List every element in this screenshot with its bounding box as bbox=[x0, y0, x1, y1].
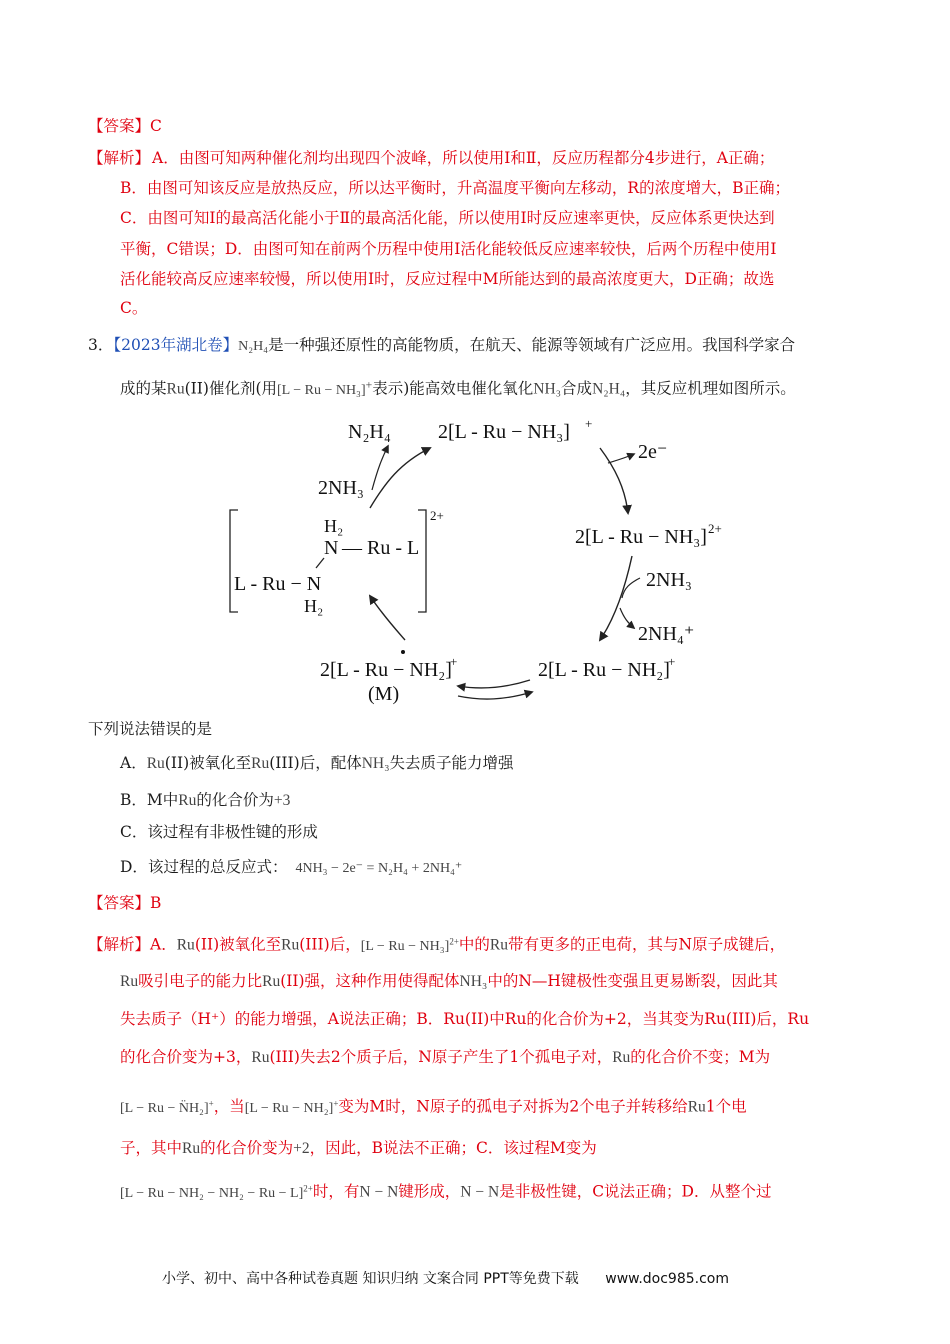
a2-l2c: 中的N—H键极性变强且更易断裂，因此其 bbox=[487, 972, 778, 990]
analysis-1-line-b: B．由图可知该反应是放热反应，所以达平衡时，升高温度平衡向左移动，R的浓度增大，B正确； bbox=[120, 179, 790, 197]
nh4-product-label: 2NH₄⁺ bbox=[638, 623, 695, 645]
a2-l7a: 时，有 bbox=[312, 1182, 360, 1201]
a2-l7c: 是非极性键，C说法正确；D．从整个过 bbox=[499, 1182, 772, 1201]
formula-n2h4: N₂H₄ bbox=[238, 339, 269, 354]
answer-label-2: 【答案】 bbox=[88, 894, 151, 912]
complex-formula: [L − Ru − NH₃]+ bbox=[277, 378, 373, 398]
analysis-2-line-4 bbox=[120, 1046, 770, 1069]
option-b bbox=[120, 789, 290, 812]
a2-l2-nh3: NH₃ bbox=[459, 973, 488, 990]
question-text-1: 是一种强还原性的高能物质，在航天、能源等领域有广泛应用。我国科学家合 bbox=[268, 336, 796, 354]
dimer-ru-l: — Ru - L bbox=[342, 537, 420, 559]
nh3-reactant-label-right: 2NH₃ bbox=[646, 569, 692, 591]
species-m-charge: + bbox=[450, 654, 458, 669]
a2-l6a: 子，其中 bbox=[120, 1139, 183, 1157]
question-text-2b: (II)催化剂(用 bbox=[184, 379, 277, 398]
answer-value: C bbox=[150, 117, 162, 135]
dimer-h2-bottom: H₂ bbox=[304, 596, 324, 616]
option-a-letter: A． bbox=[120, 754, 147, 772]
analysis-2-line-3: 失去质子（H⁺）的能力增强，A说法正确；B．Ru(II)中Ru的化合价为+2，当其变为Ru(III)后，Ru bbox=[120, 1010, 810, 1028]
option-a bbox=[120, 752, 514, 775]
species-top-center-charge: + bbox=[585, 416, 593, 431]
analysis-1-line-e: 活化能较高反应速率较慢，所以使用Ⅰ时，反应过程中M所能达到的最高浓度更大，D正确；故选 bbox=[120, 270, 775, 288]
a2-l7-charge: 2+ bbox=[303, 1183, 313, 1193]
a2-l1c: (III)后， bbox=[299, 935, 361, 954]
a2-l1e: 带有更多的正电荷，其与N原子成键后， bbox=[508, 935, 786, 954]
complex-text: L − Ru − NH₃ bbox=[281, 382, 361, 398]
species-right-top-charge: 2+ bbox=[708, 521, 722, 536]
cycle-arrow-right bbox=[600, 556, 632, 640]
answer-value-2: B bbox=[150, 894, 162, 912]
a2-l5-complex-2: [L − Ru − NH₂]+ bbox=[244, 1098, 339, 1116]
a2-l7-complex-text: L − Ru − NH₂ − NH₂ − Ru − L bbox=[124, 1185, 299, 1201]
question-text-2c: 表示)能高效电催化氧化 bbox=[372, 379, 534, 398]
dimer-h2-top: H₂ bbox=[324, 516, 344, 536]
option-c-letter: C． bbox=[120, 823, 148, 841]
option-b-text-2: 的化合价为 bbox=[196, 791, 274, 809]
a2-l2-ru2: Ru bbox=[262, 973, 281, 990]
footer bbox=[162, 1268, 729, 1288]
option-d-text: 该过程的总反应式： bbox=[147, 858, 288, 876]
species-m: 2[L - Ru − NH₂] bbox=[320, 659, 452, 681]
nh3-uptake-arrow bbox=[622, 578, 640, 598]
a2-l1-complex-text: L − Ru − NH₃ bbox=[365, 938, 445, 954]
a2-l7-nn2: N − N bbox=[460, 1183, 500, 1201]
formula-ru: Ru bbox=[166, 380, 185, 398]
analysis-2-line-2 bbox=[120, 970, 778, 993]
a2-l6b: 的化合价变为 bbox=[200, 1139, 294, 1157]
a2-l7b: 键形成， bbox=[398, 1182, 461, 1201]
dimer-l-ru-n: L - Ru − N bbox=[234, 573, 322, 595]
species-top-center: 2[L - Ru − NH₃] bbox=[438, 421, 570, 443]
a2-l6c: ，因此，B说法不正确；C．该过程M变为 bbox=[309, 1139, 597, 1157]
a2-l1a: A． bbox=[150, 935, 177, 954]
analysis-1-line-d: 平衡，C错误；D．由图可知在前两个历程中使用Ⅰ活化能较低反应速率较快，后两个历程中使用Ⅰ bbox=[120, 240, 777, 258]
question-prompt: 下列说法错误的是 bbox=[88, 720, 213, 738]
a2-l1-charge: 2+ bbox=[449, 936, 459, 946]
option-b-letter: B． bbox=[120, 791, 147, 809]
analysis-1-line-f: C。 bbox=[120, 299, 148, 317]
a2-l5-ru: Ru bbox=[687, 1098, 706, 1116]
a2-l1b: (II)被氧化至 bbox=[194, 935, 282, 954]
option-c-text: 该过程有非极性键的形成 bbox=[147, 823, 318, 841]
a2-l5b: 变为M时，N原子的孤电子对拆为2个电子并转移给 bbox=[338, 1097, 688, 1116]
electron-release-arrow bbox=[608, 454, 634, 463]
analysis-label-2: 【解析】 bbox=[88, 935, 151, 954]
a2-l6-ru: Ru bbox=[182, 1140, 201, 1157]
electrons-label: 2e⁻ bbox=[638, 441, 668, 463]
analysis-label-1: 【解析】 bbox=[88, 149, 151, 167]
a2-l2a: 吸引电子的能力比 bbox=[138, 972, 263, 990]
dimer-bond-n-n bbox=[316, 558, 324, 568]
option-a-text-2: (III)后，配体 bbox=[269, 754, 362, 772]
a2-l4-ru: Ru bbox=[251, 1049, 270, 1066]
analysis-2-line-5 bbox=[120, 1092, 747, 1120]
question-number: 3． bbox=[88, 336, 114, 354]
a2-l2b: (II)强，这种作用使得配体 bbox=[280, 972, 460, 990]
species-right-top: 2[L - Ru − NH₃] bbox=[575, 526, 707, 548]
footer-link[interactable]: www.doc985.com bbox=[605, 1271, 729, 1287]
species-bottom-right-charge: + bbox=[668, 654, 676, 669]
footer-text: 小学、初中、高中各种试卷真题 知识归纳 文案合同 PPT等免费下载 bbox=[162, 1271, 579, 1287]
question-stem-line-1 bbox=[88, 334, 795, 358]
dimer-bracket-left bbox=[230, 510, 238, 612]
n2h4-release-arrow bbox=[372, 446, 388, 490]
analysis-2-line-6 bbox=[120, 1137, 597, 1160]
option-a-ru: Ru bbox=[146, 755, 165, 772]
a2-l1-ru3: Ru bbox=[489, 936, 509, 954]
a2-l7-nn: N − N bbox=[359, 1183, 399, 1201]
question-text-2d: 合成 bbox=[561, 379, 593, 398]
answer-line-2 bbox=[88, 892, 161, 914]
analysis-2-line-7 bbox=[120, 1177, 771, 1205]
equilibrium-arrow-forward bbox=[458, 680, 530, 688]
a2-l1-complex: $[L - Ru - NH_3]^{2+}$ bbox=[360, 936, 459, 954]
nh3-reactant-label-top: 2NH₃ bbox=[318, 477, 364, 499]
complex-charge: + bbox=[365, 378, 373, 391]
species-m-label: (M) bbox=[368, 683, 400, 705]
a2-l4a: 的化合价变为+3， bbox=[120, 1048, 252, 1066]
dimer-bracket-right bbox=[418, 510, 426, 612]
radical-dot bbox=[401, 650, 405, 654]
equilibrium-arrow-reverse bbox=[458, 692, 532, 699]
formula-n2h4-b: N₂H₄ bbox=[592, 380, 626, 398]
option-a-text: (II)被氧化至 bbox=[164, 754, 252, 772]
nh4-release-arrow bbox=[620, 608, 634, 628]
dimer-charge: 2+ bbox=[430, 508, 444, 523]
option-d-equation: 4NH₃ − 2e⁻ = N₂H₄ + 2NH₄⁺ bbox=[295, 861, 463, 876]
option-a-nh3: NH₃ bbox=[361, 755, 390, 772]
formula-nh3: NH₃ bbox=[533, 380, 562, 398]
a2-l5-complex: [L − Ru − N̈H₂]+ bbox=[120, 1098, 214, 1116]
a2-l1-ru2: Ru bbox=[281, 936, 300, 954]
option-d-letter: D． bbox=[120, 858, 148, 876]
question-text-2a: 成的某 bbox=[120, 379, 167, 398]
option-b-text: M中 bbox=[146, 791, 179, 809]
species-bottom-right: 2[L - Ru − NH₂] bbox=[538, 659, 670, 681]
question-text-2e: ，其反应机理如图所示。 bbox=[625, 379, 796, 398]
option-a-text-3: 失去质子能力增强 bbox=[389, 754, 514, 772]
option-d bbox=[120, 856, 462, 880]
a2-l5c: 1个电 bbox=[705, 1097, 747, 1116]
cycle-arrow-top-left bbox=[370, 448, 430, 508]
analysis-2-line-1 bbox=[88, 930, 785, 958]
a2-l2-ru: Ru bbox=[120, 973, 139, 990]
a2-l5-complex-text: L − Ru − N̈H₂ bbox=[124, 1100, 204, 1116]
a2-l1-ru: Ru bbox=[176, 936, 195, 954]
a2-l4c: 的化合价不变；M为 bbox=[630, 1048, 771, 1066]
analysis-1-line-a: A．由图可知两种催化剂均出现四个波峰，所以使用Ⅰ和Ⅱ，反应历程都分4步进行，A正确； bbox=[152, 149, 775, 167]
reaction-mechanism-diagram bbox=[220, 408, 740, 708]
a2-l4b: (III)失去2个质子后，N原子产生了1个孤电子对， bbox=[269, 1048, 613, 1066]
a2-l6-value: +2 bbox=[293, 1140, 310, 1157]
answer-line-1 bbox=[88, 115, 162, 137]
answer-label: 【答案】 bbox=[88, 117, 151, 135]
a2-l5-charge: + bbox=[208, 1098, 214, 1108]
analysis-1-line-c: C．由图可知Ⅰ的最高活化能小于Ⅱ的最高活化能，所以使用Ⅰ时反应速率更快，反应体系更快达到 bbox=[120, 209, 775, 227]
question-stem-line-2 bbox=[120, 374, 796, 402]
option-b-ru: Ru bbox=[178, 792, 197, 809]
option-a-ru-2: Ru bbox=[251, 755, 270, 772]
a2-l7-complex: $[L - Ru - NH_2 - NH_2 - Ru - L]^{2+}$ bbox=[120, 1183, 313, 1201]
a2-l4-ru2: Ru bbox=[612, 1049, 631, 1066]
a2-l5-complex2-text: L − Ru − NH₂ bbox=[249, 1100, 329, 1116]
cycle-arrow-bottom-left bbox=[370, 596, 405, 640]
a2-l5-charge2: + bbox=[333, 1098, 339, 1108]
question-source: 【2023年湖北卷】 bbox=[113, 336, 239, 354]
dimer-n-top: N bbox=[324, 537, 339, 559]
option-b-value: +3 bbox=[273, 792, 291, 809]
a2-l1d: 中的 bbox=[458, 935, 490, 954]
option-c bbox=[120, 821, 318, 843]
n2h4-product-label: N₂H₄ bbox=[348, 421, 391, 443]
a2-l5a: ，当 bbox=[213, 1097, 245, 1116]
